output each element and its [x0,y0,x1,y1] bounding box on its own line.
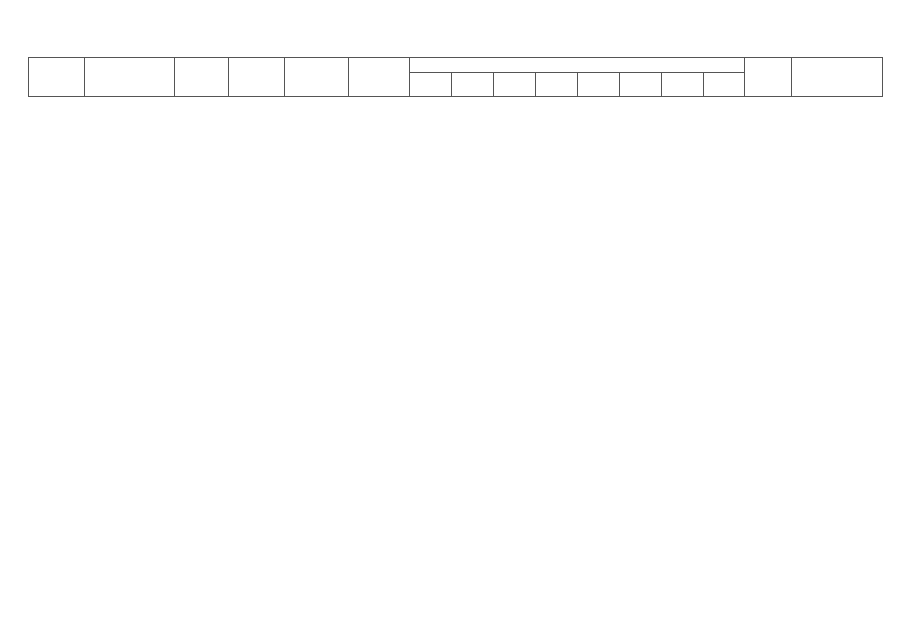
header-source [349,58,410,97]
header-year [410,73,452,97]
header-year [494,73,536,97]
header-goal [84,58,174,97]
header-responsible [175,58,229,97]
header-expenses [410,58,745,73]
header-row-1 [29,58,883,73]
header-year [452,73,494,97]
header-year [577,73,619,97]
header-total [745,58,791,97]
header-year [661,73,703,97]
header-participants [284,58,348,97]
header-program [29,58,85,97]
header-main-manager [228,58,284,97]
header-year [619,73,661,97]
financing-table [28,57,883,97]
header-year [703,73,745,97]
header-result [791,58,882,97]
header-year [535,73,577,97]
